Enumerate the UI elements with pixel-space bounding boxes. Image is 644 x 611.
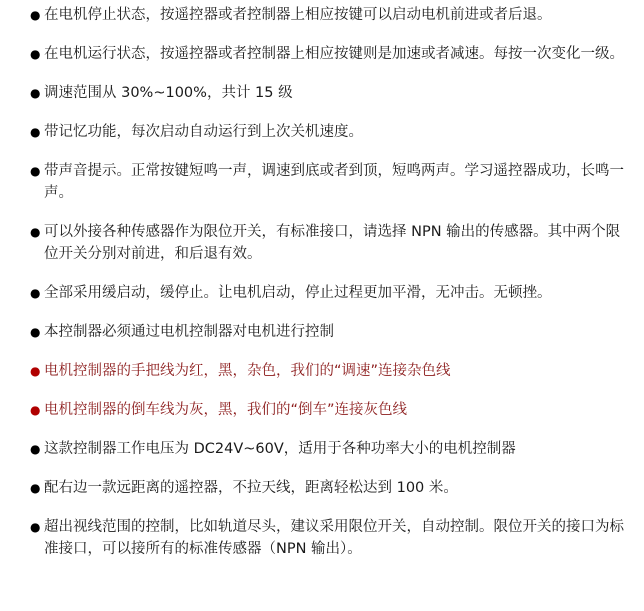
list-item-text: 可以外接各种传感器作为限位开关，有标准接口，请选择 NPN 输出的传感器。其中两个限位开关分别对前进，和后退有效。	[44, 224, 621, 262]
bullet-icon: ●	[30, 47, 41, 61]
list-item-text: 超出视线范围的控制，比如轨道尽头，建议采用限位开关，自动控制。限位开关的接口为标准接口，可以接所有的标准传感器（NPN 输出）。	[44, 519, 624, 557]
bullet-icon: ●	[30, 520, 41, 534]
list-item	[30, 321, 630, 343]
list-item-text: 这款控制器工作电压为 DC24V~60V，适用于各种功率大小的电机控制器	[44, 441, 516, 457]
list-item	[30, 438, 630, 460]
list-item-text: 全部采用缓启动，缓停止。让电机启动，停止过程更加平滑，无冲击。无顿挫。	[44, 285, 552, 301]
list-item	[30, 121, 630, 143]
list-item-text: 配右边一款远距离的遥控器，不拉天线，距离轻松达到 100 米。	[44, 480, 458, 496]
list-item-text: 带声音提示。正常按键短鸣一声，调速到底或者到顶，短鸣两声。学习遥控器成功，长鸣一声。	[44, 163, 624, 201]
list-item	[30, 4, 630, 26]
bullet-icon: ●	[30, 164, 41, 178]
list-item-highlight	[30, 399, 630, 421]
bullet-icon: ●	[30, 8, 41, 22]
list-item	[30, 221, 630, 265]
list-item-text: 电机控制器的倒车线为灰，黑，我们的“倒车”连接灰色线	[44, 402, 408, 418]
list-item	[30, 160, 630, 204]
bullet-icon: ●	[30, 125, 41, 139]
bullet-icon: ●	[30, 364, 41, 378]
bullet-icon: ●	[30, 403, 41, 417]
list-item-text: 带记忆功能，每次启动自动运行到上次关机速度。	[44, 124, 363, 140]
list-item-text: 在电机运行状态，按遥控器或者控制器上相应按键则是加速或者减速。每按一次变化一级。	[44, 46, 624, 62]
list-item	[30, 477, 630, 499]
bullet-icon: ●	[30, 286, 41, 300]
list-item	[30, 516, 630, 560]
bullet-icon: ●	[30, 86, 41, 100]
feature-list	[30, 4, 630, 577]
list-item	[30, 43, 630, 65]
list-item	[30, 82, 630, 104]
bullet-icon: ●	[30, 225, 41, 239]
list-item-highlight	[30, 360, 630, 382]
bullet-icon: ●	[30, 481, 41, 495]
list-item-text: 调速范围从 30%~100%，共计 15 级	[44, 85, 293, 101]
list-item-text: 电机控制器的手把线为红，黑，杂色，我们的“调速”连接杂色线	[44, 363, 451, 379]
list-item-text: 在电机停止状态，按遥控器或者控制器上相应按键可以启动电机前进或者后退。	[44, 7, 552, 23]
list-item	[30, 282, 630, 304]
bullet-icon: ●	[30, 442, 41, 456]
bullet-icon: ●	[30, 325, 41, 339]
list-item-text: 本控制器必须通过电机控制器对电机进行控制	[44, 324, 334, 340]
